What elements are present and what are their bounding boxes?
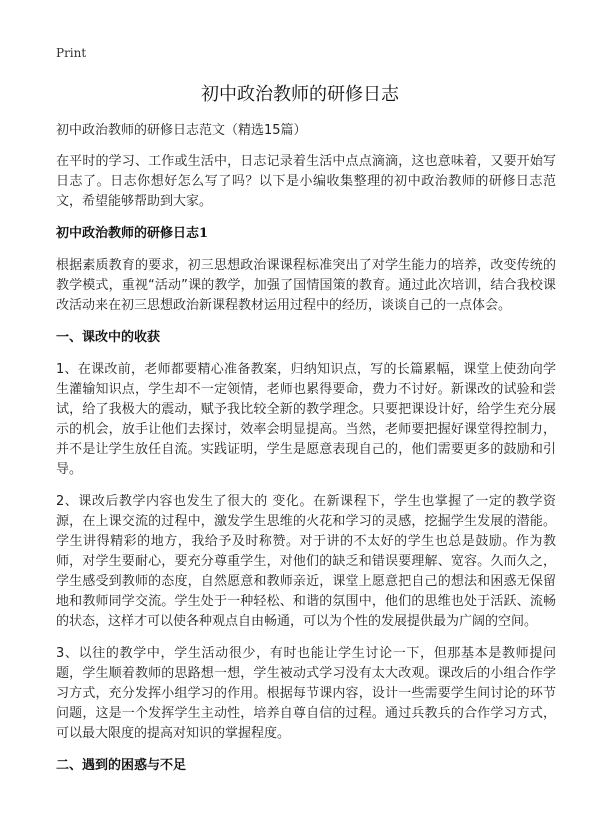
section-heading: 初中政治教师的研修日志1: [56, 226, 209, 241]
paragraph-1: 1、在课改前，老师都要精心准备教案，归纳知识点，写的长篇累幅，课堂上使劲向学生灌输知识点，学生却不一定领情，老师也累得要命，费力不讨好。新课改的试验和尝试，给了我极大的震动，赋予我比较全新的教学理念。只要把课设计好，给学生充分展示的机会，放手让他们去探讨，效率会明显提高。当然，老师要把握好课堂得控制力，并不是让学生放任自流。实践证明，学生是愿意表现自己的，他们需要更多的鼓励和引导。: [56, 362, 556, 477]
paragraph-3: 3、以往的教学中，学生活动很少，有时也能让学生讨论一下，但那基本是教师提问题，学生顺着教师的思路想一想，学生被动式学习没有太大改观。课改后的小组合作学习方式，充分发挥小组学习的作用。根据每节课内容，设计一些需要学生间讨论的环节问题，这是一个发挥学生主动性，培养自尊自信的过程。通过兵教兵的合作学习方式，可以最大限度的提高对知识的掌握程度。: [56, 646, 556, 741]
section-intro-paragraph: 根据素质教育的要求，初三思想政治课课程标准突出了对学生能力的培养，改变传统的教学模式，重视“活动”课的教学，加强了国情国策的教育。通过此次培训，结合我校课改活动来在初三思想政治新课程教材运用过程中的经历，谈谈自己的一点体会。: [56, 258, 556, 313]
intro-paragraph: 在平时的学习、工作或生活中，日志记录着生活中点点滴滴，这也意味着，又要开始写日志了。日志你想好怎么写了吗？以下是小编收集整理的初中政治教师的研修日志范文，希望能够帮助到大家。: [56, 154, 556, 209]
article-subtitle: 初中政治教师的研修日志范文（精选15篇）: [56, 123, 307, 138]
heading-difficulties: 二、遇到的困惑与不足: [56, 758, 187, 773]
page-title: 初中政治教师的研修日志: [201, 84, 399, 105]
paragraph-2: 2、课改后教学内容也发生了很大的 变化。在新课程下，学生也掌握了一定的教学资源，在上课交流的过程中，激发学生思维的火花和学习的灵感，挖掘学生发展的潜能。学生讲得精彩的地方，我给予及时称赞。对于讲的不太好的学生也总是鼓励。作为教师，对学生要耐心，要充分尊重学生，对他们的缺乏和错误要理解、宽容。久而久之，学生感受到教师的态度，自然愿意和教师亲近，课堂上愿意把自己的想法和困惑无保留地和教师同学交流。学生处于一种轻松、和谐的氛围中，他们的思维也处于活跃、流畅的状态，这样才可以使各种观点自由畅通，可以为个性的发展提供最为广阔的空间。: [56, 494, 556, 629]
print-link[interactable]: Print: [56, 46, 87, 60]
heading-gains: 一、课改中的收获: [56, 330, 161, 345]
article-content: [56, 122, 556, 788]
